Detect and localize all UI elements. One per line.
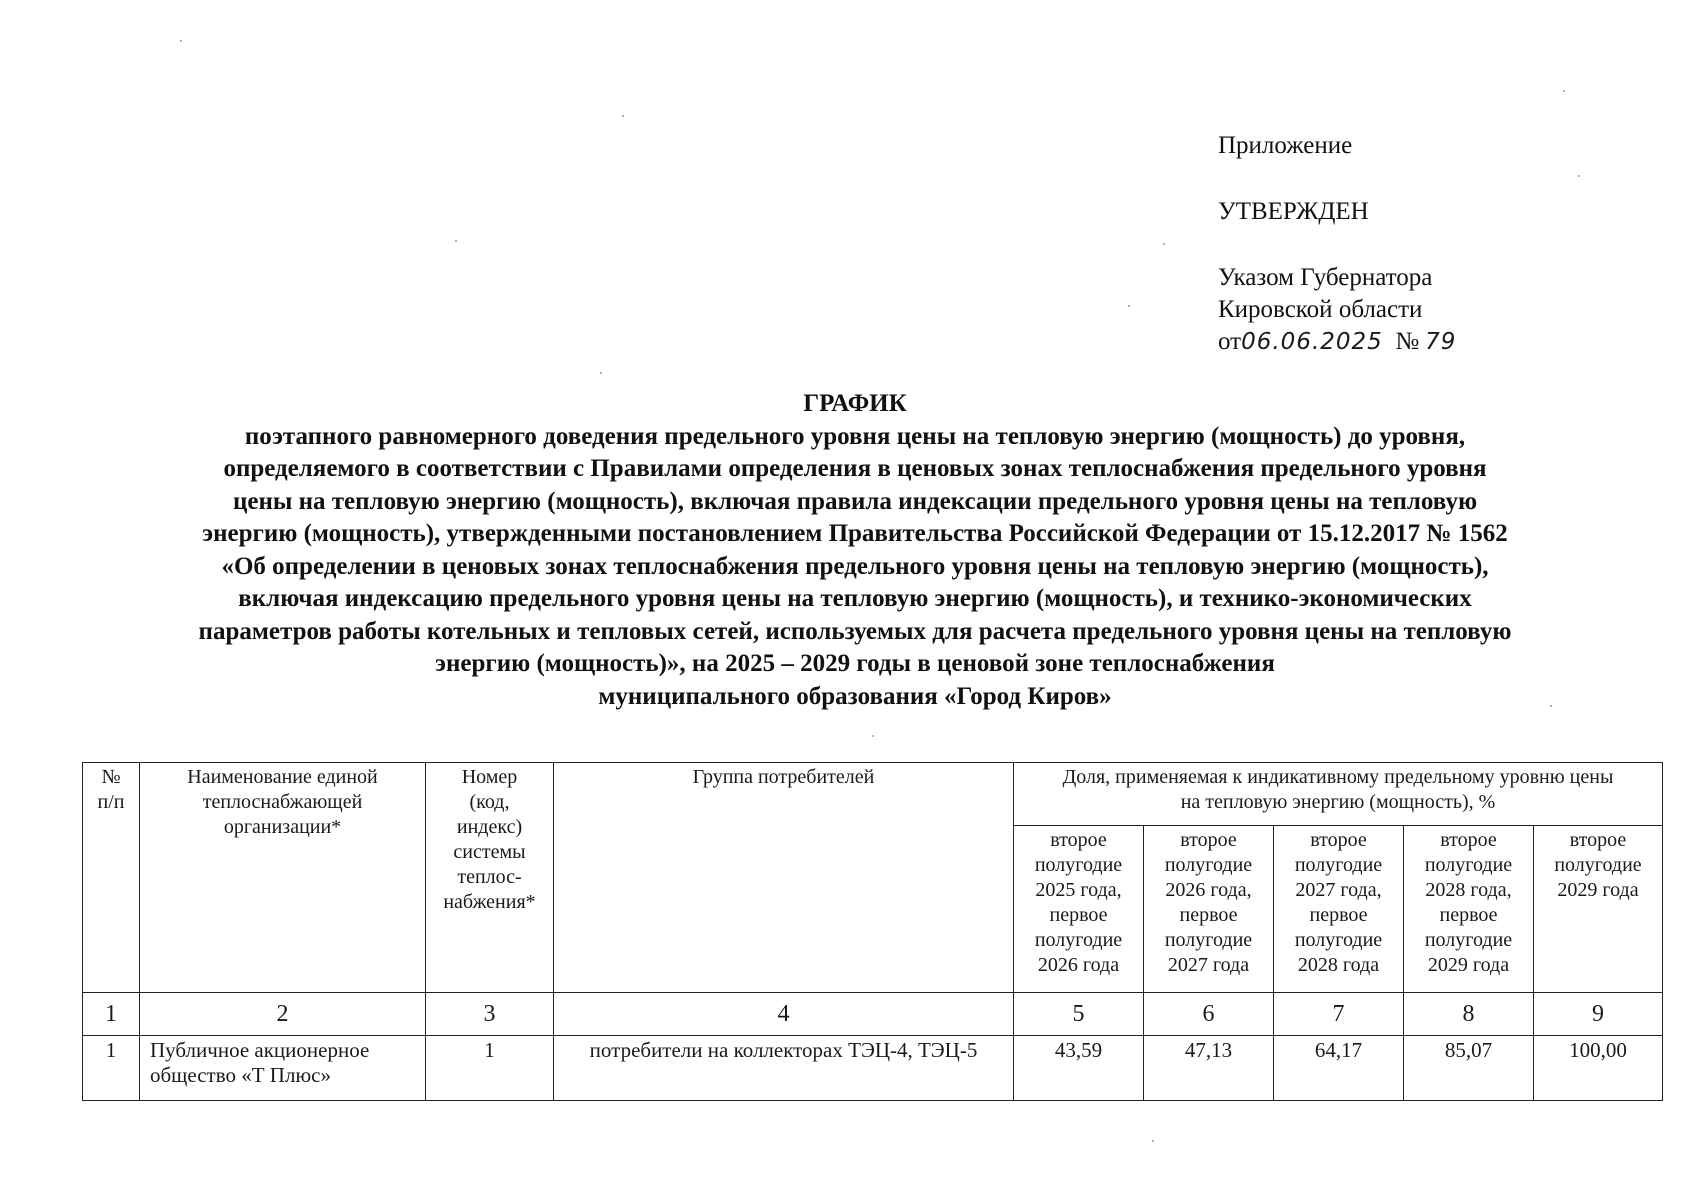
column-number: 9 <box>1534 993 1663 1036</box>
title-line: муниципального образования «Город Киров» <box>598 682 1112 710</box>
title-line: энергию (мощность)», на 2025 – 2029 годы в ценовой зоне теплоснабжения <box>435 650 1275 677</box>
header-num: № п/п <box>83 763 140 993</box>
scan-speck <box>1563 90 1565 92</box>
column-number: 6 <box>1144 993 1274 1036</box>
decree-date: 06.06.2025 <box>1241 329 1383 355</box>
row-code: 1 <box>426 1036 554 1101</box>
title-line: «Об определении в ценовых зонах теплоснабжения предельного уровня цены на тепловую энергию (мощность), <box>221 552 1489 580</box>
table-row <box>83 1036 1663 1101</box>
column-number-row <box>83 993 1663 1036</box>
scan-speck <box>1152 1140 1154 1142</box>
title-line: определяемого в соответствии с Правилами определения в ценовых зонах теплоснабжения предельного уровня <box>223 455 1487 482</box>
number-prefix: № <box>1395 328 1420 355</box>
header-period: второе полугодие 2027 года, первое полугодие 2028 года <box>1274 826 1404 993</box>
scan-speck <box>1578 175 1580 177</box>
header-period: второе полугодие 2028 года, первое полугодие 2029 года <box>1404 826 1534 993</box>
title-line: цены на тепловую энергию (мощность), включая правила индексации предельного уровня цены на тепловую <box>232 487 1478 515</box>
scan-speck <box>622 115 624 117</box>
header-period: второе полугодие 2025 года, первое полугодие 2026 года <box>1014 826 1144 993</box>
header-period: второе полугодие 2029 года <box>1534 826 1663 993</box>
header-group: Группа потребителей <box>554 763 1014 993</box>
schedule-table <box>82 762 1663 1101</box>
scan-speck <box>600 372 602 374</box>
row-num: 1 <box>83 1036 140 1101</box>
column-number: 4 <box>554 993 1014 1036</box>
row-org: Публичное акционерное общество «Т Плюс» <box>140 1036 426 1101</box>
approval-block <box>1218 130 1456 358</box>
title-line: параметров работы котельных и тепловых сетей, используемых для расчета предельного уровня цены на тепловую <box>198 617 1512 645</box>
scan-speck <box>872 735 874 737</box>
scan-speck <box>1128 305 1130 307</box>
title-line: включая индексацию предельного уровня цены на тепловую энергию (мощность), и технико-экономических <box>238 585 1472 612</box>
header-org: Наименование единой теплоснабжающей организации* <box>140 763 426 993</box>
row-value: 100,00 <box>1534 1036 1663 1101</box>
title-line: поэтапного равномерного доведения предельного уровня цены на тепловую энергию (мощность) до уровня, <box>244 422 1466 450</box>
header-code: Номер (код, индекс) системы теплос- набжения* <box>426 763 554 993</box>
title-line: энергию (мощность), утвержденными постановлением Правительства Российской Федерации от 15.12.2017 № 1562 <box>202 520 1508 547</box>
document-title <box>80 388 1630 713</box>
column-number: 5 <box>1014 993 1144 1036</box>
header-row-1 <box>83 763 1663 826</box>
scan-speck <box>180 40 182 42</box>
column-number: 8 <box>1404 993 1534 1036</box>
decree-number: 79 <box>1425 329 1457 355</box>
row-value: 64,17 <box>1274 1036 1404 1101</box>
decree-date-line <box>1218 326 1456 358</box>
decree-line-1: Указом Губернатора <box>1218 264 1433 291</box>
row-value: 47,13 <box>1144 1036 1274 1101</box>
approved-label: УТВЕРЖДЕН <box>1218 198 1369 225</box>
title-heading: ГРАФИК <box>803 390 907 417</box>
decree-line-2-text: Кировской области <box>1218 296 1423 323</box>
date-prefix: от <box>1218 328 1242 355</box>
header-share: Доля, применяемая к индикативному предельному уровню цены на тепловую энергию (мощность), % <box>1014 763 1663 826</box>
scan-speck <box>455 240 457 242</box>
column-number: 2 <box>140 993 426 1036</box>
row-value: 43,59 <box>1014 1036 1144 1101</box>
scan-speck <box>1163 243 1165 245</box>
row-value: 85,07 <box>1404 1036 1534 1101</box>
header-period: второе полугодие 2026 года, первое полугодие 2027 года <box>1144 826 1274 993</box>
appendix-label: Приложение <box>1218 132 1353 159</box>
column-number: 3 <box>426 993 554 1036</box>
column-number: 7 <box>1274 993 1404 1036</box>
decree-line-2 <box>1218 294 1456 326</box>
column-number: 1 <box>83 993 140 1036</box>
row-group: потребители на коллекторах ТЭЦ-4, ТЭЦ-5 <box>554 1036 1014 1101</box>
